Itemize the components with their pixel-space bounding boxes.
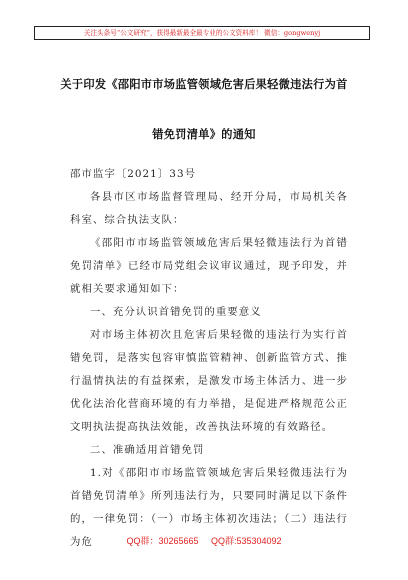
section1-heading: 一、充分认识首错免罚的重要意义 [90, 306, 262, 318]
notice-title-line1: 关于印发《邵阳市市场监管领域危害后果轻微违法行为首 [60, 77, 348, 91]
section2-body: 1.对《邵阳市市场监管领域危害后果轻微违法行为首错免罚清单》所列违法行为，只要同时满足以下条件的，一律免罚：（一）市场主体初次违法；（二）违法行为危 [70, 467, 348, 548]
recipients-paragraph: 各县市区市场监督管理局、经开分局，市局机关各科室、综合执法支队： [70, 191, 348, 226]
qq-group-footer: QQ群：30265665 QQ群:535304092 [126, 536, 282, 546]
notice-title-line2: 错免罚清单》的通知 [152, 127, 256, 141]
document-number: 邵市监字〔2021〕33号 [70, 168, 197, 180]
section2-heading: 二、准确适用首错免罚 [90, 444, 205, 456]
promo-banner: 关注头条号“公文研究”，获得最新最全最专业的公文资料库！ 微信：gongwenyj [34, 26, 370, 40]
intro-paragraph: 《邵阳市市场监管领域危害后果轻微违法行为首错免罚清单》已经市局党组会议审议通过，现予印发，并就相关要求通知如下： [70, 237, 348, 295]
section1-body: 对市场主体初次且危害后果轻微的违法行为实行首错免罚，是落实包容审慎监管精神、创新监管方式、推行温情执法的有益探索，是激发市场主体活力、进一步优化法治化营商环境的有力举措，是促进严格规范公正文明执法提高执法效能，改善执法环境的有效路径。 [70, 329, 348, 433]
